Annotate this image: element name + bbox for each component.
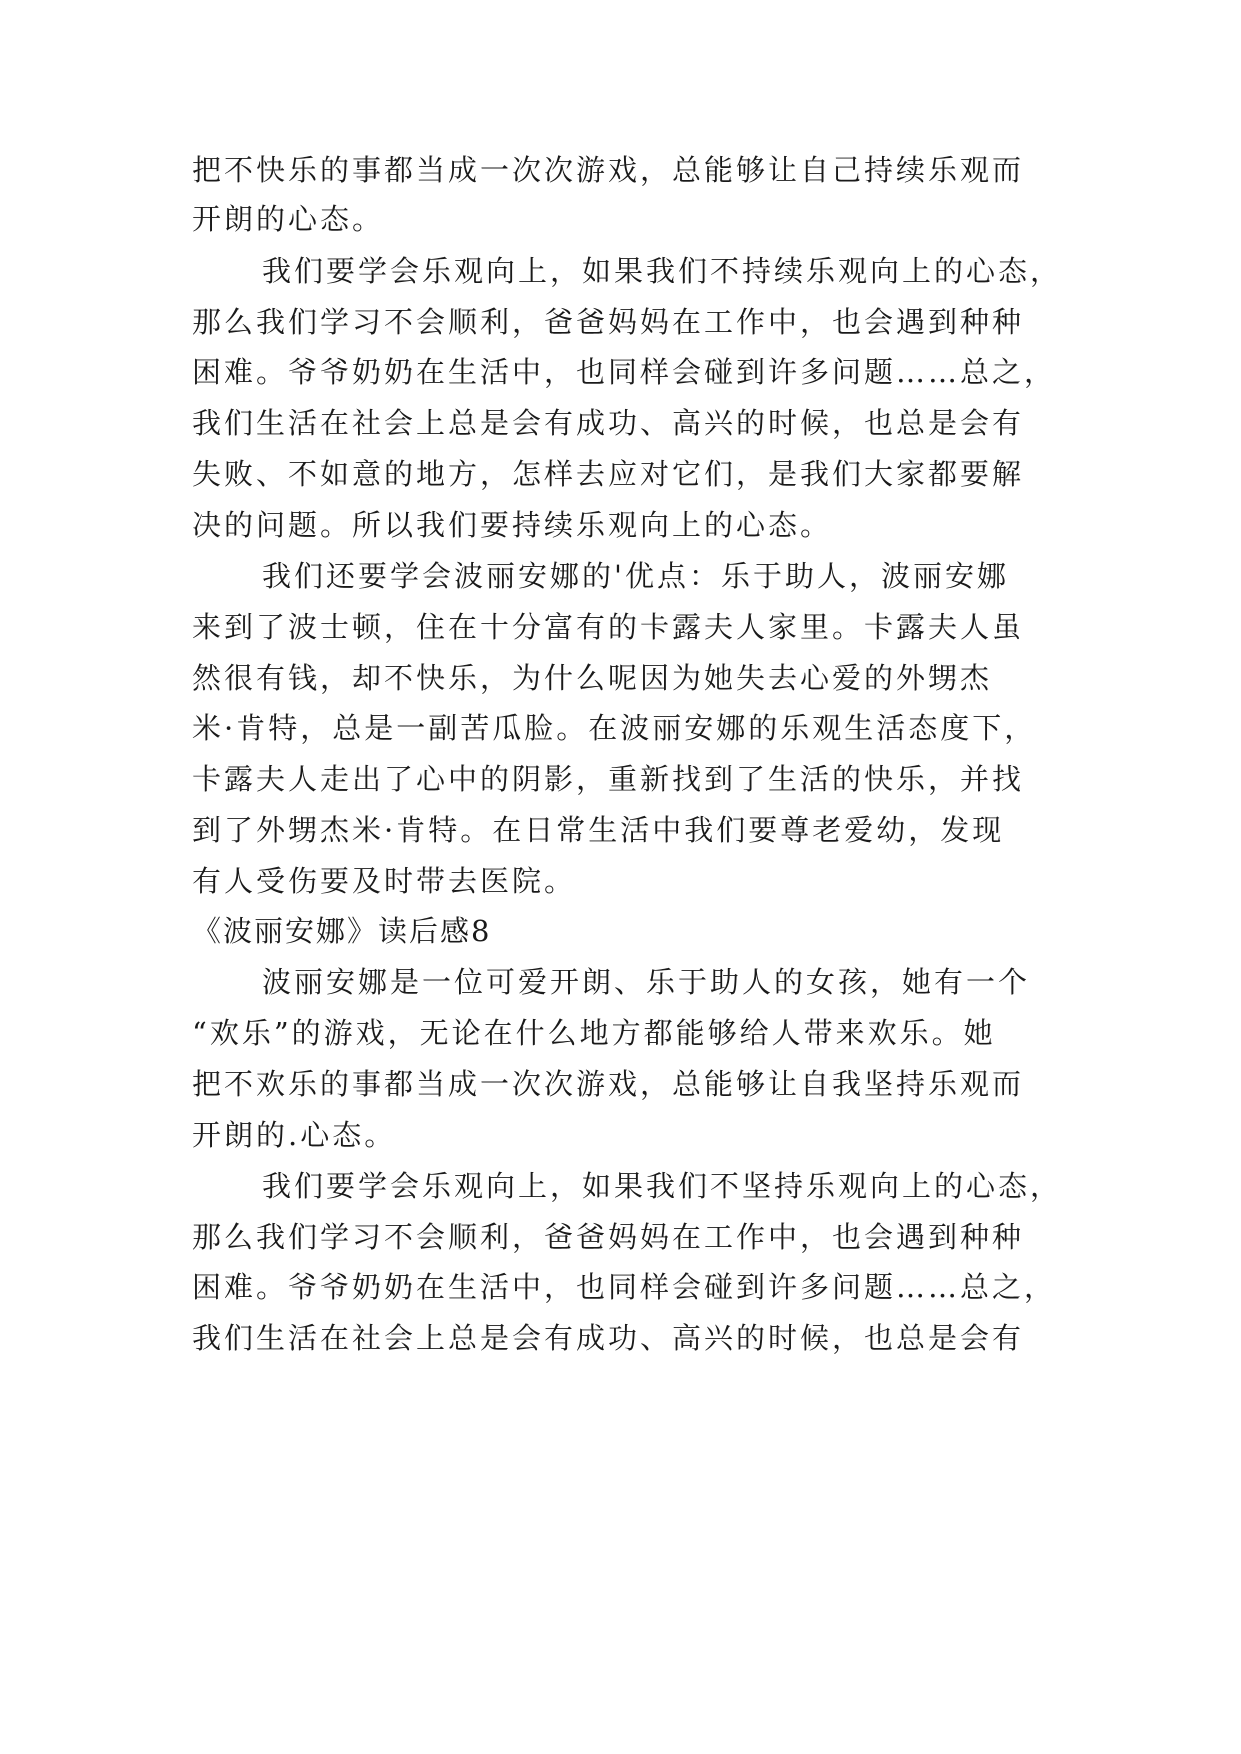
paragraph-first-line: 我们要学会乐观向上，如果我们不坚持乐观向上的心态， <box>262 1169 1063 1203</box>
text-line: 到了外甥杰米·肯特。在日常生活中我们要尊老爱幼，发现 <box>192 813 1005 847</box>
text-line: 有人受伤要及时带去医院。 <box>192 864 577 898</box>
text-line: 困难。爷爷奶奶在生活中，也同样会碰到许多问题……总之， <box>192 1270 1057 1304</box>
text-line: 失败、不如意的地方，怎样去应对它们，是我们大家都要解 <box>192 457 1025 491</box>
text-line: 我们生活在社会上总是会有成功、高兴的时候，也总是会有 <box>192 1321 1025 1355</box>
paragraph-first-line: 我们要学会乐观向上，如果我们不持续乐观向上的心态， <box>262 254 1063 288</box>
text-line: “欢乐”的游戏，无论在什么地方都能够给人带来欢乐。她 <box>192 1016 996 1050</box>
text-line: 我们生活在社会上总是会有成功、高兴的时候，也总是会有 <box>192 406 1025 440</box>
text-line: 开朗的心态。 <box>192 202 385 236</box>
section-heading: 《波丽安娜》读后感8 <box>192 914 492 948</box>
text-line: 把不快乐的事都当成一次次游戏，总能够让自己持续乐观而 <box>192 153 1025 187</box>
text-line: 开朗的.心态。 <box>192 1118 397 1152</box>
text-line: 那么我们学习不会顺利，爸爸妈妈在工作中，也会遇到种种 <box>192 1220 1025 1254</box>
text-line: 然很有钱，却不快乐，为什么呢因为她失去心爱的外甥杰 <box>192 661 993 695</box>
text-line: 来到了波士顿，住在十分富有的卡露夫人家里。卡露夫人虽 <box>192 610 1025 644</box>
text-line: 决的问题。所以我们要持续乐观向上的心态。 <box>192 508 833 542</box>
text-line: 米·肯特，总是一副苦瓜脸。在波丽安娜的乐观生活态度下， <box>192 711 1037 745</box>
paragraph-first-line: 我们还要学会波丽安娜的'优点：乐于助人，波丽安娜 <box>262 559 1009 593</box>
text-line: 困难。爷爷奶奶在生活中，也同样会碰到许多问题……总之， <box>192 355 1057 389</box>
text-line: 那么我们学习不会顺利，爸爸妈妈在工作中，也会遇到种种 <box>192 305 1025 339</box>
text-line: 卡露夫人走出了心中的阴影，重新找到了生活的快乐，并找 <box>192 762 1025 796</box>
paragraph-first-line: 波丽安娜是一位可爱开朗、乐于助人的女孩，她有一个 <box>262 965 1031 999</box>
text-line: 把不欢乐的事都当成一次次游戏，总能够让自我坚持乐观而 <box>192 1067 1025 1101</box>
